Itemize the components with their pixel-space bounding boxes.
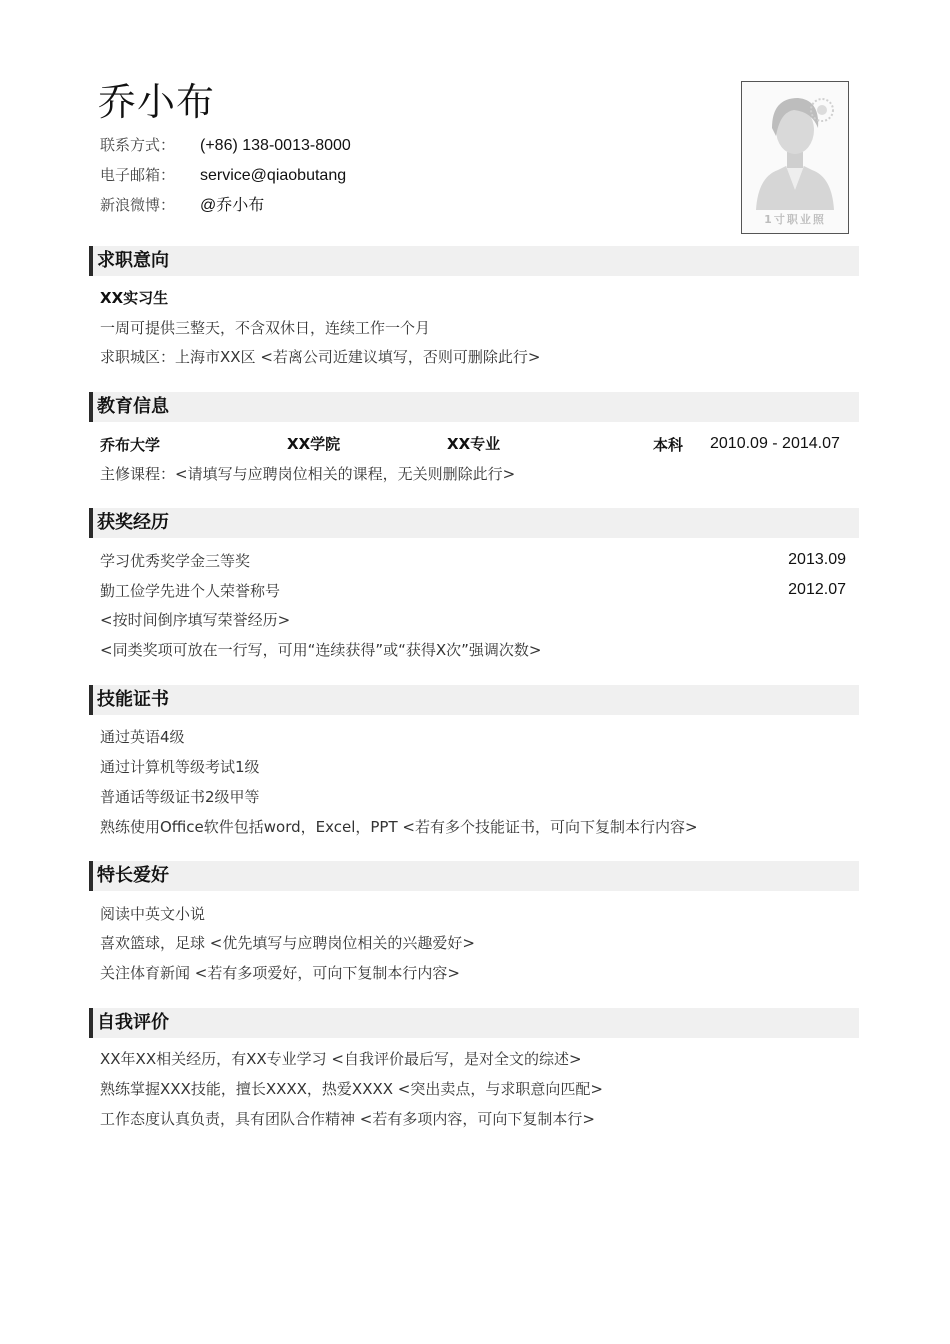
contact-email-row (100, 164, 346, 187)
hobby-item: 关注体育新闻 <若有多项爱好，可向下复制本行内容> (100, 964, 460, 982)
award-item: 勤工俭学先进个人荣誉称号 (100, 582, 281, 600)
section-title-skills: 技能证书 (97, 689, 169, 710)
education-major: XX专业 (447, 435, 501, 453)
contact-phone-label: 联系方式： (100, 136, 176, 154)
self-evaluation-item: 熟练掌握XXX技能，擅长XXXX，热爱XXXX <突出卖点，与求职意向匹配> (100, 1080, 603, 1098)
self-evaluation-item: 工作态度认真负责，具有团队合作精神 <若有多项内容，可向下复制本行> (100, 1110, 595, 1128)
section-header-self-evaluation (89, 1008, 859, 1038)
award-date: 2012.07 (788, 581, 846, 598)
section-title-awards: 获奖经历 (97, 512, 169, 533)
photo-caption: 1寸职业照 (764, 213, 826, 226)
contact-weibo-value: @乔小布 (200, 197, 265, 214)
award-item: <同类奖项可放在一行写，可用“连续获得”或“获得X次”强调次数> (100, 641, 542, 659)
intent-line: 一周可提供三整天，不含双休日，连续工作一个月 (100, 319, 431, 337)
education-college: XX学院 (287, 435, 341, 453)
section-title-education: 教育信息 (97, 396, 169, 417)
skill-item: 熟练使用Office软件包括word，Excel，PPT <若有多个技能证书，可向下复制本行内容> (100, 818, 698, 836)
intent-position: XX实习生 (100, 289, 169, 307)
section-header-skills (89, 685, 859, 715)
contact-weibo-label: 新浪微博： (100, 196, 176, 214)
education-degree: 本科 (653, 436, 684, 454)
award-item: 学习优秀奖学金三等奖 (100, 552, 251, 570)
skill-item: 通过计算机等级考试1级 (100, 758, 260, 776)
contact-phone-value: (+86) 138-0013-8000 (200, 137, 351, 154)
intent-line: 求职城区：上海市XX区 <若离公司近建议填写，否则可删除此行> (100, 348, 541, 366)
section-header-hobbies (89, 861, 859, 891)
section-header-education (89, 392, 859, 422)
self-evaluation-item: XX年XX相关经历，有XX专业学习 <自我评价最后写，是对全文的综述> (100, 1050, 582, 1068)
section-title-self-evaluation: 自我评价 (97, 1012, 169, 1033)
contact-weibo-row (100, 194, 264, 217)
award-item: <按时间倒序填写荣誉经历> (100, 611, 291, 629)
section-title-hobbies: 特长爱好 (97, 865, 169, 886)
candidate-name: 乔小布 (98, 80, 216, 124)
hobby-item: 喜欢篮球，足球 <优先填写与应聘岗位相关的兴趣爱好> (100, 934, 475, 952)
education-school: 乔布大学 (100, 436, 161, 454)
profile-photo-placeholder (741, 81, 849, 234)
section-header-intent (89, 246, 859, 276)
award-date: 2013.09 (788, 551, 846, 568)
contact-email-value: service@qiaobutang (200, 167, 347, 184)
education-courses: 主修课程：<请填写与应聘岗位相关的课程，无关则删除此行> (100, 465, 516, 483)
skill-item: 普通话等级证书2级甲等 (100, 788, 260, 806)
section-header-awards (89, 508, 859, 538)
skill-item: 通过英语4级 (100, 728, 185, 746)
contact-email-label: 电子邮箱： (100, 166, 176, 184)
education-period: 2010.09 - 2014.07 (710, 435, 840, 452)
contact-phone-row (100, 134, 351, 157)
hobby-item: 阅读中英文小说 (100, 905, 206, 923)
section-title-intent: 求职意向 (97, 250, 169, 271)
